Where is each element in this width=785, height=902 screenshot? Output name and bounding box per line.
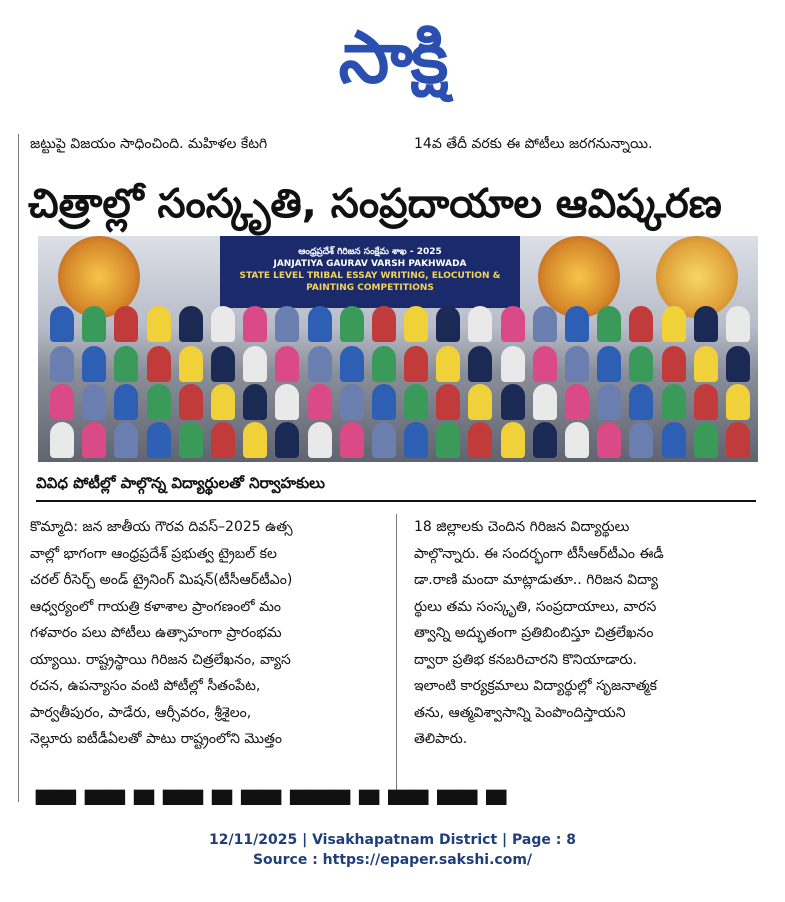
person-figure	[179, 384, 203, 420]
person-figure	[565, 384, 589, 420]
person-figure	[82, 422, 106, 458]
person-figure	[662, 346, 686, 382]
person-figure	[308, 346, 332, 382]
person-figure	[501, 346, 525, 382]
person-figure	[726, 346, 750, 382]
person-figure	[565, 422, 589, 458]
person-figure	[147, 306, 171, 342]
body-line: రచన, ఉపన్యాసం వంటి పోటీల్లో సీతంపేట,	[30, 678, 261, 694]
body-line: కొమ్మాది: జన జాతీయ గౌరవ దివస్–2025 ఉత్స	[30, 519, 293, 535]
person-figure	[404, 422, 428, 458]
body-line: య్యాయి. రాష్ట్రస్థాయి గిరిజన చిత్రలేఖనం, వ్యాస	[30, 651, 291, 668]
body-line: ర్థులు తమ సంస్కృతి, సంప్రదాయాలు, వారస	[414, 598, 657, 615]
person-figure	[662, 306, 686, 342]
person-figure	[275, 384, 299, 420]
body-line: తను, ఆత్మవిశ్వాసాన్ని పెంపొందిస్తాయని	[414, 704, 626, 721]
person-figure	[82, 346, 106, 382]
person-figure	[114, 422, 138, 458]
person-figure	[694, 306, 718, 342]
banner-line-2: JANJATIYA GAURAV VARSH PAKHWADA	[273, 259, 467, 269]
crowd-row-students-mid	[50, 384, 750, 422]
person-figure	[629, 306, 653, 342]
person-figure	[114, 384, 138, 420]
body-line: వాల్లో భాగంగా ఆంధ్రప్రదేశ్ ప్రభుత్వ ట్రైబల్ కల	[30, 545, 277, 562]
person-figure	[308, 384, 332, 420]
body-line: డా.రాణి మందా మాట్లాడుతూ.. గిరిజన విద్యా	[414, 572, 659, 588]
body-line: నెల్లూరు ఐటీడీఏలతో పాటు రాష్ట్రంలోని మొత్తం	[30, 731, 282, 747]
person-figure	[436, 306, 460, 342]
person-figure	[468, 346, 492, 382]
person-figure	[597, 306, 621, 342]
next-article-cut-off: ▀▀ ▀▀ ▀ ▀▀ ▀ ▀▀ ▀▀▀ ▀ ▀▀ ▀▀ ▀	[36, 791, 507, 821]
crowd-row-students-front	[50, 422, 750, 460]
person-figure	[533, 422, 557, 458]
person-figure	[533, 346, 557, 382]
body-line: చరల్ రీసెర్చ్ అండ్ ట్రైనింగ్ మిషన్(టీసీఆర్‌టీఎం)	[30, 572, 293, 588]
person-figure	[147, 346, 171, 382]
body-line: ఇలాంటి కార్యక్రమాలు విద్యార్థుల్లో సృజనాత్మక	[414, 678, 657, 694]
person-figure	[340, 422, 364, 458]
article-headline: చిత్రాల్లో సంస్కృతి, సంప్రదాయాల ఆవిష్కరణ	[28, 181, 722, 227]
person-figure	[629, 422, 653, 458]
body-line: 18 జిల్లాలకు చెందిన గిరిజన విద్యార్థులు	[414, 519, 630, 535]
person-figure	[565, 346, 589, 382]
body-line: తెలిపారు.	[414, 731, 468, 747]
person-figure	[372, 306, 396, 342]
person-figure	[243, 306, 267, 342]
body-line: గళవారం పలు పోటీలు ఉత్సాహంగా ప్రారంభమ	[30, 625, 282, 641]
person-figure	[340, 306, 364, 342]
newspaper-clipping	[18, 122, 768, 821]
person-figure	[436, 384, 460, 420]
footer-date-line: 12/11/2025 | Visakhapatnam District | Page : 8	[209, 832, 576, 848]
person-figure	[211, 384, 235, 420]
person-figure	[211, 346, 235, 382]
person-figure	[275, 306, 299, 342]
person-figure	[629, 346, 653, 382]
person-figure	[726, 306, 750, 342]
person-figure	[404, 306, 428, 342]
caption-rule	[36, 500, 756, 502]
person-figure	[243, 422, 267, 458]
body-column-left	[30, 514, 388, 753]
person-figure	[179, 306, 203, 342]
person-figure	[468, 384, 492, 420]
person-figure	[275, 422, 299, 458]
person-figure	[82, 306, 106, 342]
person-figure	[629, 384, 653, 420]
person-figure	[243, 384, 267, 420]
person-figure	[404, 346, 428, 382]
person-figure	[179, 346, 203, 382]
person-figure	[114, 306, 138, 342]
person-figure	[308, 422, 332, 458]
banner-line-3: STATE LEVEL TRIBAL ESSAY WRITING, ELOCUTION & PAINTING COMPETITIONS	[239, 271, 501, 293]
person-figure	[597, 422, 621, 458]
person-figure	[501, 384, 525, 420]
person-figure	[404, 384, 428, 420]
person-figure	[372, 384, 396, 420]
person-figure	[694, 346, 718, 382]
person-figure	[726, 384, 750, 420]
masthead	[0, 14, 785, 100]
person-figure	[50, 306, 74, 342]
column-divider	[396, 514, 397, 790]
person-figure	[340, 384, 364, 420]
person-figure	[211, 422, 235, 458]
body-column-right	[414, 514, 764, 753]
person-figure	[211, 306, 235, 342]
person-figure	[662, 384, 686, 420]
person-figure	[597, 384, 621, 420]
person-figure	[50, 422, 74, 458]
banner-line-1: ఆంధ్రప్రదేశ్ గిరిజన సంక్షేమ శాఖ - 2025	[298, 247, 442, 257]
person-figure	[533, 384, 557, 420]
person-figure	[82, 384, 106, 420]
person-figure	[372, 422, 396, 458]
event-banner	[220, 236, 520, 308]
previous-article-text-right: 14వ తేదీ వరకు ఈ పోటీలు జరగనున్నాయి.	[414, 136, 653, 152]
group-photo	[38, 236, 758, 462]
person-figure	[436, 422, 460, 458]
person-figure	[662, 422, 686, 458]
person-figure	[308, 306, 332, 342]
previous-article-text-left: జట్టుపై విజయం సాధించింది. మహిళల కేటగి	[30, 136, 268, 152]
body-line: ద్వారా ప్రతిభ కనబరిచారని కొనియాడారు.	[414, 651, 638, 668]
person-figure	[275, 346, 299, 382]
person-figure	[694, 384, 718, 420]
body-line: పార్వతీపురం, పాడేరు, ఆర్సీవరం, శ్రీశైలం,	[30, 704, 252, 721]
person-figure	[50, 384, 74, 420]
left-column-rule	[18, 134, 19, 802]
person-figure	[726, 422, 750, 458]
sakshi-logo: సాక్షి	[338, 15, 447, 99]
person-figure	[694, 422, 718, 458]
person-figure	[501, 422, 525, 458]
body-line: ఆధ్వర్యంలో గాయత్రి కళాశాల ప్రాంగణంలో మం	[30, 598, 281, 615]
person-figure	[565, 306, 589, 342]
person-figure	[147, 422, 171, 458]
person-figure	[501, 306, 525, 342]
person-figure	[468, 306, 492, 342]
person-figure	[50, 346, 74, 382]
person-figure	[114, 346, 138, 382]
body-line: త్వాన్ని అద్భుతంగా ప్రతిబింబిస్తూ చిత్రలేఖనం	[414, 625, 654, 641]
crowd-row-students-back	[50, 346, 750, 384]
person-figure	[372, 346, 396, 382]
footer-source-line: Source : https://epaper.sakshi.com/	[252, 852, 533, 868]
person-figure	[468, 422, 492, 458]
person-figure	[340, 346, 364, 382]
crowd-row-adults	[50, 306, 750, 344]
person-figure	[243, 346, 267, 382]
person-figure	[436, 346, 460, 382]
person-figure	[533, 306, 557, 342]
person-figure	[179, 422, 203, 458]
body-line: పాల్గొన్నారు. ఈ సందర్భంగా టీసీఆర్‌టీఎం ఈడీ	[414, 545, 664, 562]
person-figure	[147, 384, 171, 420]
footer	[0, 830, 785, 870]
person-figure	[597, 346, 621, 382]
photo-caption: వివిధ పోటీల్లో పాల్గొన్న విద్యార్థులతో నిర్వాహకులు	[36, 474, 326, 492]
